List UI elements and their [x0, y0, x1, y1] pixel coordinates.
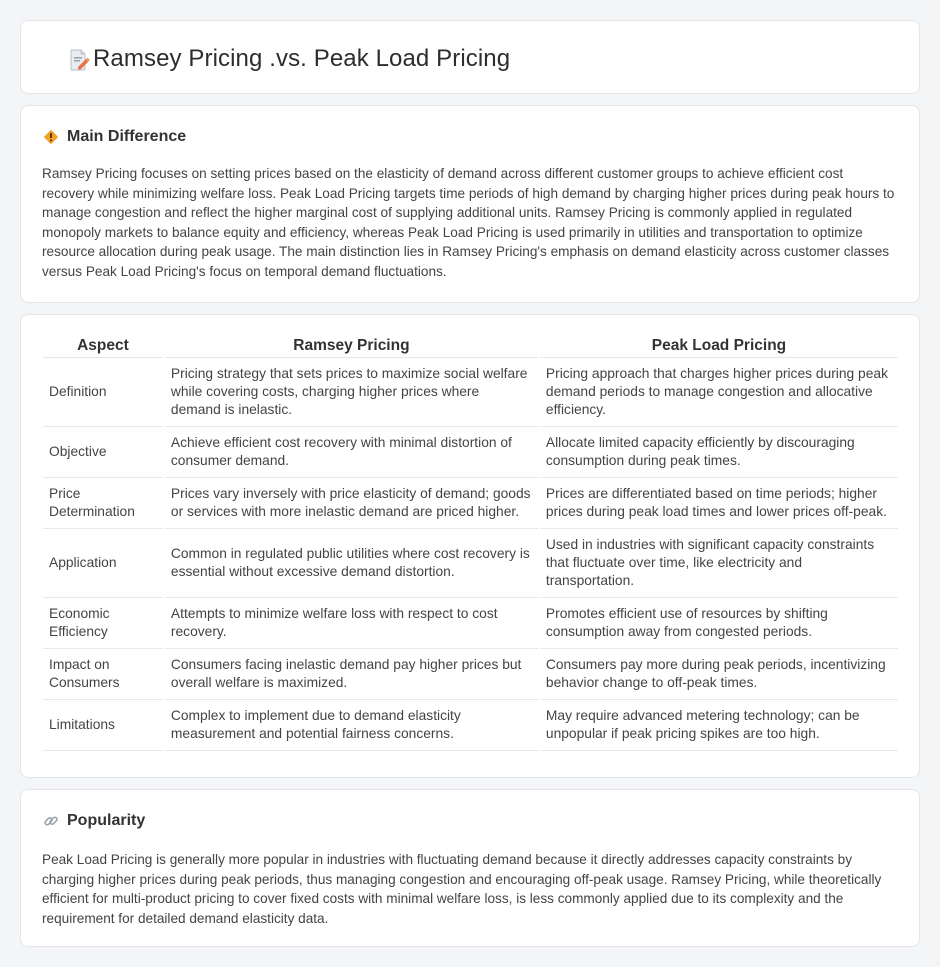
column-header-aspect: Aspect [43, 335, 163, 358]
document-pencil-icon [67, 48, 91, 72]
ramsey-cell: Pricing strategy that sets prices to maximize social welfare while covering costs, charging higher prices where demand is inelastic. [165, 358, 538, 427]
aspect-cell: Impact on Consumers [43, 649, 163, 700]
table-row [43, 478, 898, 529]
table-row [43, 700, 898, 751]
link-icon [43, 813, 59, 829]
comparison-table [41, 335, 900, 751]
peak-cell: Promotes efficient use of resources by shifting consumption away from congested periods. [540, 598, 898, 649]
peak-cell: Prices are differentiated based on time periods; higher prices during peak load times and lower prices off-peak. [540, 478, 898, 529]
table-row [43, 427, 898, 478]
diamond-sign-icon [43, 129, 59, 145]
aspect-cell: Definition [43, 358, 163, 427]
ramsey-cell: Attempts to minimize welfare loss with respect to cost recovery. [165, 598, 538, 649]
popularity-section [20, 789, 920, 947]
table-row [43, 529, 898, 598]
table-row [43, 649, 898, 700]
table-header-row [43, 335, 898, 358]
ramsey-cell: Complex to implement due to demand elasticity measurement and potential fairness concerns. [165, 700, 538, 751]
aspect-cell: Price Determination [43, 478, 163, 529]
aspect-cell: Application [43, 529, 163, 598]
header-card [20, 20, 920, 94]
main-difference-text: Ramsey Pricing focuses on setting prices based on the elasticity of demand across different customer groups to achieve efficient cost recovery while minimizing welfare loss. Peak Load Pricing targets time periods of high demand by charging higher prices during peak hours to manage congestion and reflect the higher marginal cost of supplying additional units. Ramsey Pricing is commonly applied in regulated monopoly markets to balance equity and efficiency, whereas Peak Load Pricing is used primarily in utilities and transportation to optimize resource allocation during peak usage. The main distinction lies in Ramsey Pricing's emphasis on demand elasticity across customer classes versus Peak Load Pricing's focus on temporal demand fluctuations. [42, 166, 895, 279]
peak-cell: Allocate limited capacity efficiently by discouraging consumption during peak times. [540, 427, 898, 478]
table-row [43, 358, 898, 427]
ramsey-cell: Consumers facing inelastic demand pay higher prices but overall welfare is maximized. [165, 649, 538, 700]
ramsey-cell: Prices vary inversely with price elasticity of demand; goods or services with more inelastic demand are priced higher. [165, 478, 538, 529]
column-header-peak: Peak Load Pricing [540, 335, 898, 358]
peak-cell: May require advanced metering technology; can be unpopular if peak pricing spikes are too high. [540, 700, 898, 751]
main-difference-title: Main Difference [67, 128, 187, 145]
aspect-cell: Limitations [43, 700, 163, 751]
popularity-text: Peak Load Pricing is generally more popular in industries with fluctuating demand because it directly addresses capacity constraints by charging higher prices during peak periods, thus managing congestion and encouraging off-peak usage. Ramsey Pricing, while theoretically efficient for multi-product pricing to cover fixed costs with minimal welfare loss, is less commonly applied due to its complexity and the requirement for detailed demand elasticity data. [42, 852, 882, 926]
main-difference-section [20, 105, 920, 303]
comparison-section [20, 314, 920, 778]
peak-cell: Consumers pay more during peak periods, incentivizing behavior change to off-peak times. [540, 649, 898, 700]
ramsey-cell: Common in regulated public utilities where cost recovery is essential without excessive demand distortion. [165, 529, 538, 598]
column-header-ramsey: Ramsey Pricing [165, 335, 538, 358]
ramsey-cell: Achieve efficient cost recovery with minimal distortion of consumer demand. [165, 427, 538, 478]
page-title: Ramsey Pricing .vs. Peak Load Pricing [93, 45, 511, 72]
popularity-heading [43, 812, 145, 830]
popularity-title: Popularity [67, 812, 146, 829]
table-row [43, 598, 898, 649]
aspect-cell: Economic Efficiency [43, 598, 163, 649]
aspect-cell: Objective [43, 427, 163, 478]
main-difference-heading [43, 128, 186, 146]
peak-cell: Pricing approach that charges higher prices during peak demand periods to manage congestion and allocative efficiency. [540, 358, 898, 427]
peak-cell: Used in industries with significant capacity constraints that fluctuate over time, like electricity and transportation. [540, 529, 898, 598]
